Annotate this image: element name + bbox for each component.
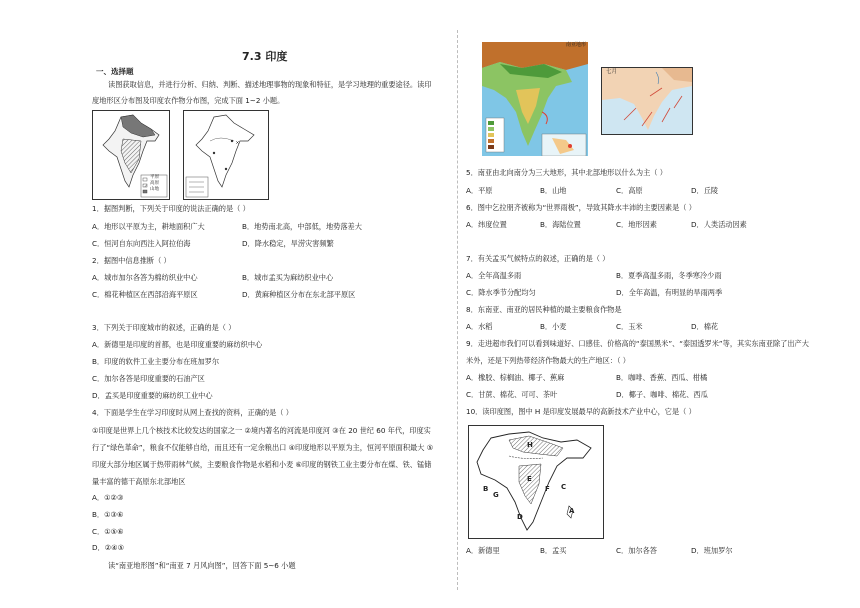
q6-option-b[interactable]: B．海陆位置 [540, 220, 581, 229]
map-letter-h: H [527, 441, 533, 449]
page-title: 7.3 印度 [242, 50, 288, 63]
q5-option-c[interactable]: C．高原 [616, 186, 643, 195]
q10-stem: 10．读印度图，图中 H 是印度发展最早的高新技术产业中心，它是（ ） [466, 407, 696, 416]
q4-line-2: 行了“绿色革命”，粮食不仅能够自给，而且还有一定余粮出口 ④印度地形以平原为主，恒河平原面积最大 ⑤ [92, 443, 434, 452]
q1-option-a[interactable]: A．地形以平原为主，耕地面积广大 [92, 222, 205, 231]
q10-option-d[interactable]: D．班加罗尔 [691, 546, 733, 555]
q5-option-a[interactable]: A．平原 [466, 186, 493, 195]
map-letter-d: D [517, 513, 523, 521]
q1-option-c[interactable]: C．恒河自东向西注入阿拉伯海 [92, 239, 191, 248]
q9-option-c[interactable]: C．甘蔗、棉花、可可、茶叶 [466, 390, 558, 399]
map-letter-a: A [569, 507, 575, 515]
q10-option-a[interactable]: A．新德里 [466, 546, 500, 555]
q8-stem: 8．东南亚、南亚的居民种植的最主要粮食作物是 [466, 305, 622, 314]
q1-option-b[interactable]: B．地势南北高，中部低，地势落差大 [242, 222, 362, 231]
map-letter-g: G [493, 491, 499, 499]
q6-option-c[interactable]: C．地形因素 [616, 220, 657, 229]
q4-line-1: ①印度是世界上几个核技术比较发达的国家之一 ②境内著名的河流是印度河 ③在 20 世纪 60 年代，印度实 [92, 426, 431, 435]
q6-option-d[interactable]: D．人类活动因素 [691, 220, 747, 229]
q1-option-d[interactable]: D．降水稳定，旱涝灾害频繁 [242, 239, 334, 248]
legend-mountain: 山地 [150, 187, 159, 192]
q4-option-c[interactable]: C．①⑤⑥ [92, 527, 124, 536]
q8-option-d[interactable]: D．棉花 [691, 322, 719, 331]
q6-stem: 6．图中乞拉朋齐被称为“世界雨极”，导致其降水丰沛的主要因素是（ ） [466, 203, 696, 212]
july-map-label: 七月 [606, 69, 618, 75]
map-letter-b: B [483, 485, 489, 493]
q3-stem: 3．下列关于印度城市的叙述，正确的是（ ） [92, 323, 236, 332]
right-page [458, 0, 860, 608]
q9-option-b[interactable]: B．咖啡、香蕉、西瓜、柑橘 [616, 373, 708, 382]
q7-option-b[interactable]: B．夏季高温多雨，冬季寒冷少雨 [616, 271, 722, 280]
q4-line-3: 印度大部分地区属于热带雨林气候，主要粮食作物是水稻和小麦 ⑥印度的钢铁工业主要分布在煤、铁、锰储 [92, 460, 432, 469]
q4-option-a[interactable]: A．①②③ [92, 493, 124, 502]
q6-option-a[interactable]: A．纬度位置 [466, 220, 507, 229]
q10-option-c[interactable]: C．加尔各答 [616, 546, 657, 555]
india-landform-map [92, 110, 170, 200]
q7-option-c[interactable]: C．降水季节分配均匀 [466, 288, 536, 297]
july-wind-graphic [602, 68, 692, 134]
q2-option-a[interactable]: A．城市加尔各答为棉纺织业中心 [92, 273, 198, 282]
q9-option-d[interactable]: D．椰子、咖啡、棉花、西瓜 [616, 390, 708, 399]
q4-stem: 4．下面是学生在学习印度时从网上查找的资料，正确的是（ ） [92, 408, 293, 417]
legend-plateau: 高原 [150, 181, 159, 186]
q2-option-d[interactable]: D．黄麻种植区分布在东北部平原区 [242, 290, 356, 299]
q2-option-c[interactable]: C．棉花种植区在西部沿海平原区 [92, 290, 198, 299]
q7-stem: 7．有关孟买气候特点的叙述，正确的是（ ） [466, 254, 610, 263]
intro-line-2: 度地形区分布图及印度农作物分布图，完成下面 1~2 小题。 [92, 96, 285, 105]
q5-option-b[interactable]: B．山地 [540, 186, 567, 195]
q5-stem: 5．南亚由北向南分为三大地形，其中北部地形以什么为主（ ） [466, 168, 667, 177]
topography-map-label: 南亚地形 [566, 42, 587, 48]
south-asia-topography-map [482, 42, 588, 156]
india-crop-map [183, 110, 269, 200]
q8-option-c[interactable]: C．玉米 [616, 322, 643, 331]
q8-option-b[interactable]: B．小麦 [540, 322, 567, 331]
q7-option-d[interactable]: D．全年高温，有明显的旱雨两季 [616, 288, 723, 297]
section-heading: 一、选择题 [96, 67, 134, 76]
q9-option-a[interactable]: A．橡胶、棕榈油、椰子、蕉麻 [466, 373, 565, 382]
q4-option-b[interactable]: B．①③⑥ [92, 510, 124, 519]
q9-line-1: 9．走进超市我们可以看到味道好、口感佳、价格高的“泰国黑米”、“泰国透罗米”等，其实东南亚除了出产大 [466, 339, 809, 348]
legend-plain: 平原 [150, 175, 159, 180]
south-asia-topography-graphic [482, 42, 588, 156]
q3-option-c[interactable]: C．加尔各答是印度重要的石油产区 [92, 374, 205, 383]
q5-6-instruction: 读“南亚地形图”和“南亚 7 月风向图”，回答下面 5~6 小题 [108, 561, 296, 570]
q3-option-a[interactable]: A．新德里是印度的首都，也是印度重要的麻纺织中心 [92, 340, 263, 349]
q9-line-2: 米外，还是下列热带经济作物最大的生产地区：（ ） [466, 356, 630, 365]
q10-option-b[interactable]: B．孟买 [540, 546, 567, 555]
india-lettered-map-graphic [469, 426, 603, 538]
q4-line-4: 量丰富的德干高原东北部地区 [92, 477, 186, 486]
q5-option-d[interactable]: D．丘陵 [691, 186, 719, 195]
q2-stem: 2．据图中信息推断（ ） [92, 256, 171, 265]
q4-option-d[interactable]: D．②④⑤ [92, 543, 125, 552]
map-letter-e: E [527, 475, 532, 483]
q3-option-b[interactable]: B．印度的软件工业主要分布在班加罗尔 [92, 357, 220, 366]
q2-option-b[interactable]: B．城市孟买为麻纺织业中心 [242, 273, 334, 282]
map-letter-c: C [561, 483, 567, 491]
south-asia-july-wind-map [601, 67, 693, 135]
q1-stem: 1．据图判断，下列关于印度的说法正确的是（ ） [92, 204, 250, 213]
q7-option-a[interactable]: A．全年高温多雨 [466, 271, 522, 280]
map-letter-f: F [545, 485, 550, 493]
india-lettered-map [468, 425, 604, 539]
intro-line-1: 读图获取信息，并进行分析、归纳、判断、描述地理事物的现象和特征，是学习地理的重要途径。读印 [108, 80, 432, 89]
q8-option-a[interactable]: A．水稻 [466, 322, 493, 331]
india-crop-map-graphic [184, 111, 268, 199]
q3-option-d[interactable]: D．孟买是印度重要的麻纺织工业中心 [92, 391, 213, 400]
